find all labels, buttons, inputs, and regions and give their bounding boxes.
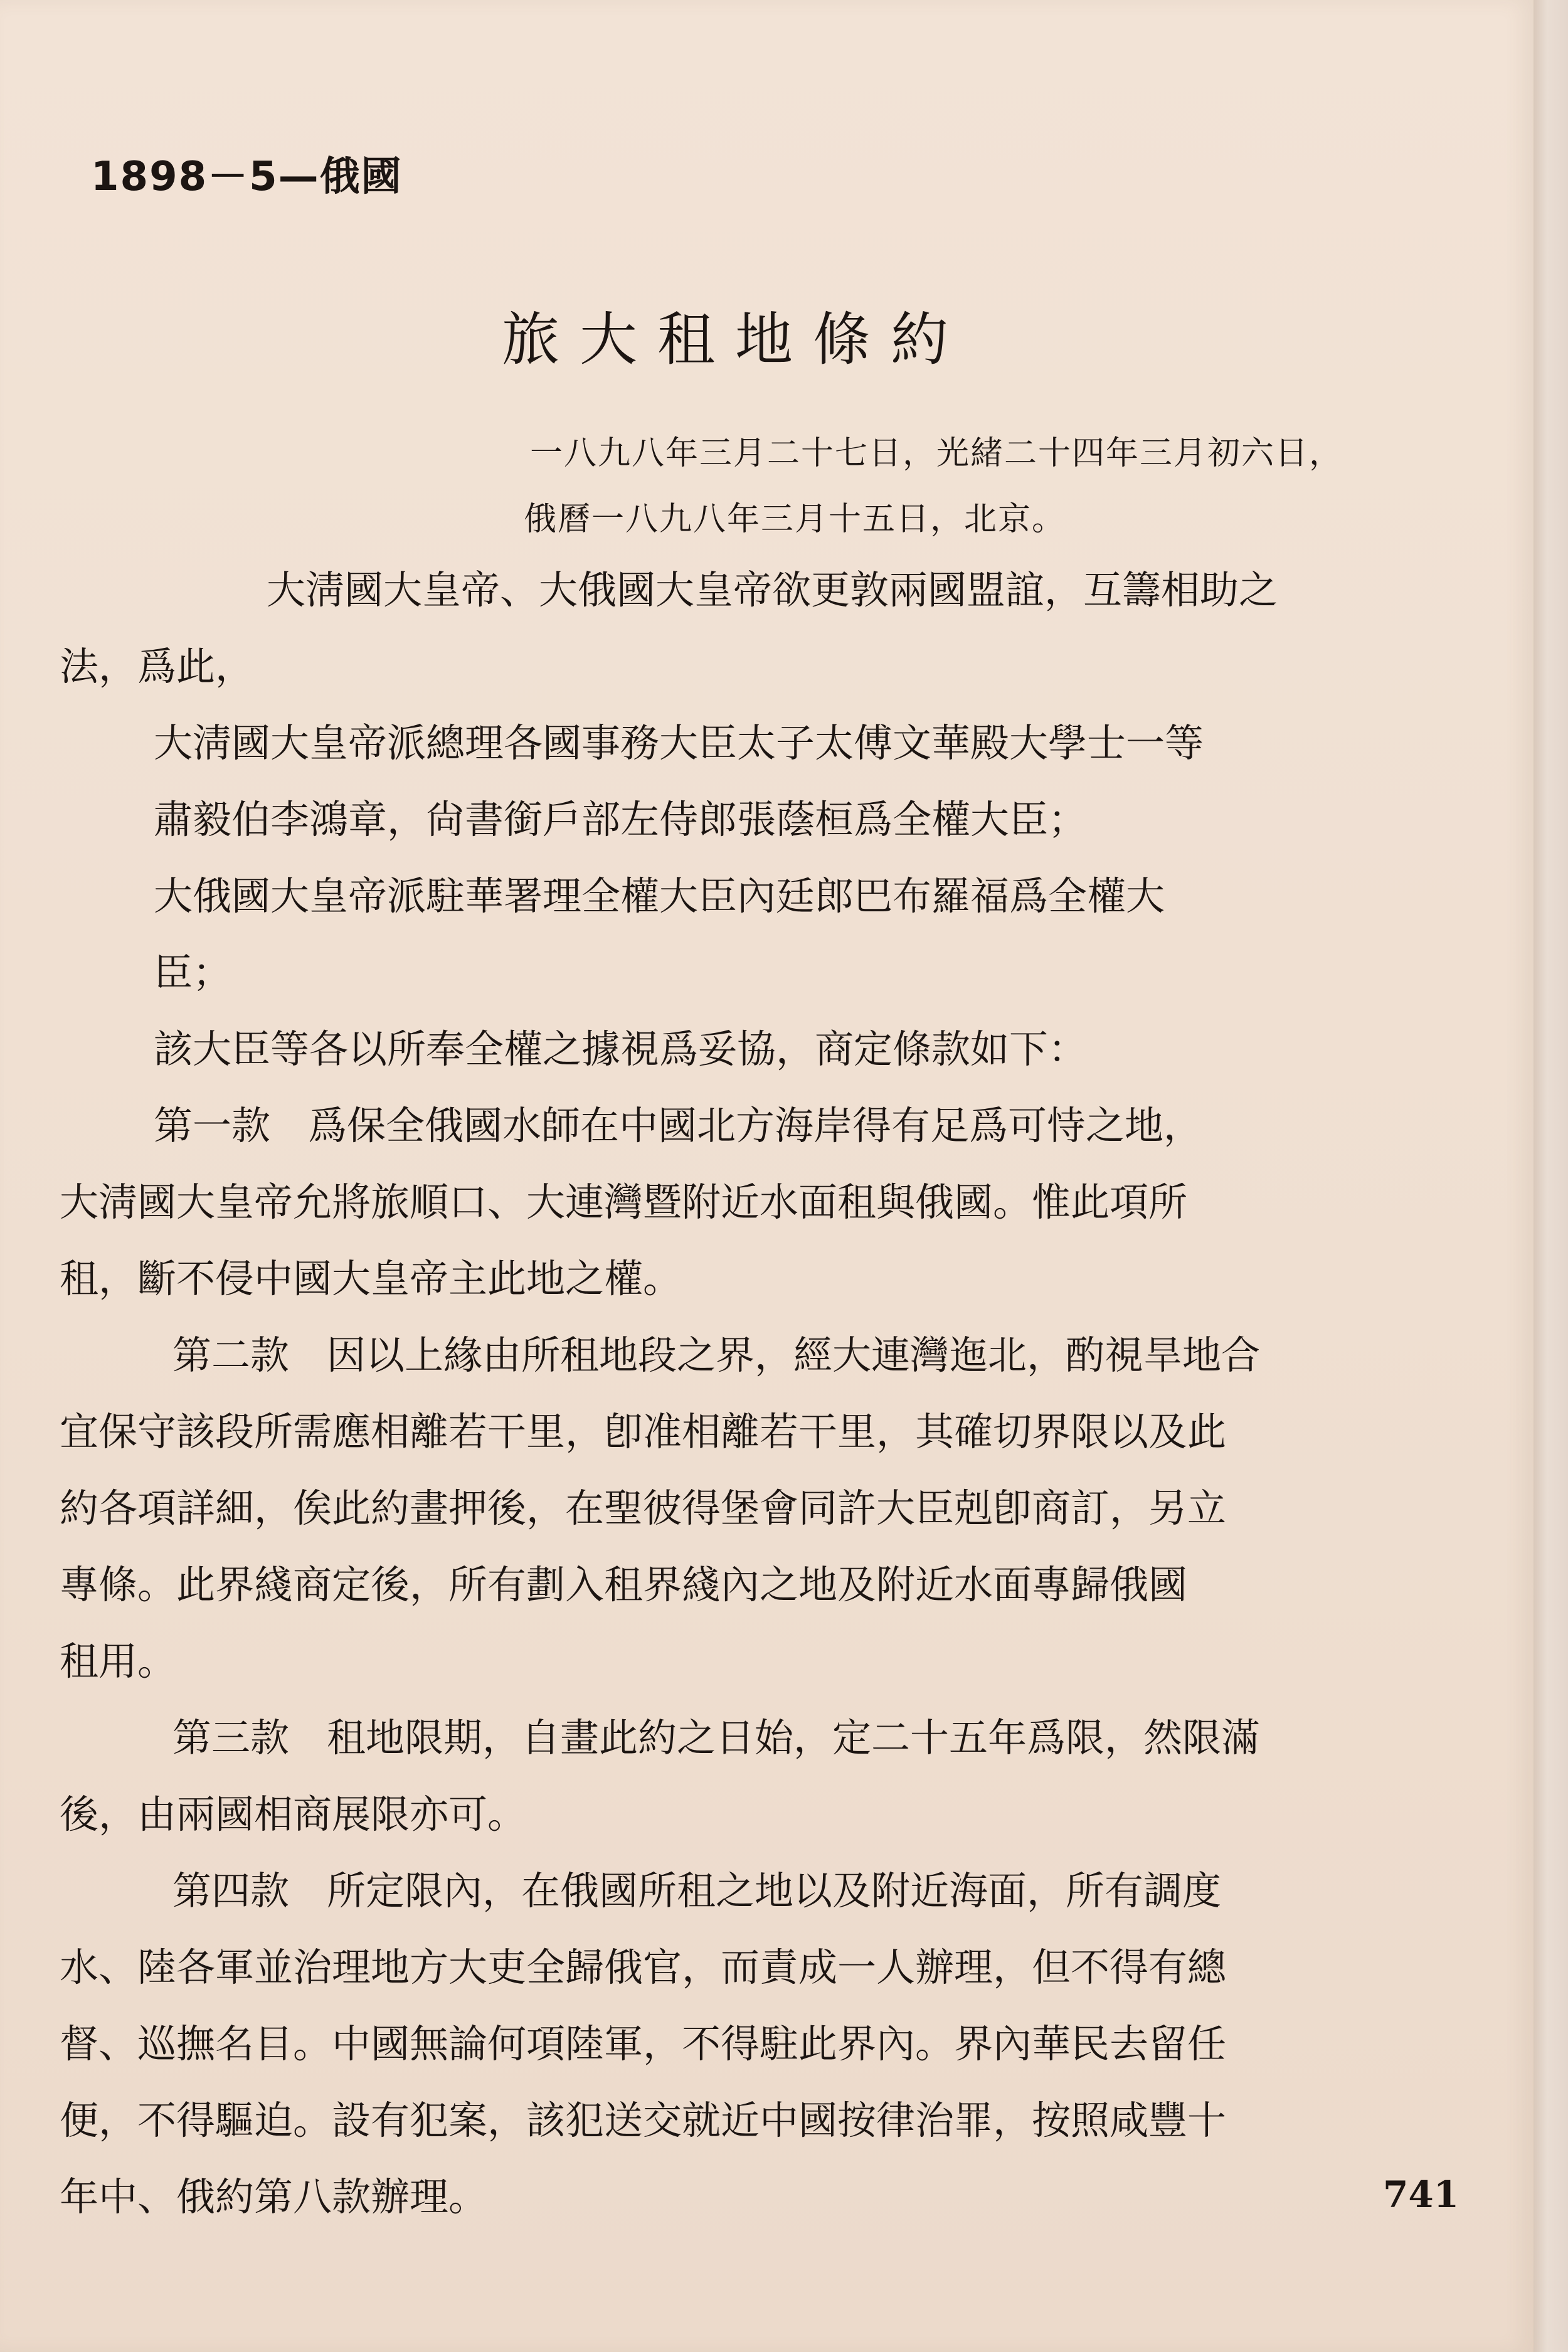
- text-line: 大淸國大皇帝、大俄國大皇帝欲更敦兩國盟誼，互籌相助之: [267, 567, 1278, 613]
- document-title: 旅大租地條約: [502, 306, 969, 373]
- dateline-2: 俄曆一八九八年三月十五日，北京。: [524, 501, 1066, 538]
- text-line: 宜保守該段所需應相離若干里，卽准相離若干里，其確切界限以及此: [60, 1409, 1227, 1454]
- article-3-line: 第三款 租地限期，自畫此約之日始，定二十五年爲限，然限滿: [172, 1715, 1261, 1761]
- treaty-body: [60, 552, 1490, 2235]
- article-2-line: 第二款 因以上緣由所租地段之界，經大連灣迤北，酌視旱地合: [172, 1332, 1261, 1378]
- page-number: 741: [1383, 2173, 1459, 2216]
- text-line: 該大臣等各以所奉全權之據視爲妥協，商定條款如下：: [154, 1026, 1088, 1072]
- text-line: 大淸國大皇帝派總理各國事務大臣太子太傅文華殿大學士一等: [154, 720, 1204, 766]
- text-line: 年中、俄約第八款辦理。: [60, 2174, 488, 2220]
- text-line: 大俄國大皇帝派駐華署理全權大臣內廷郎巴布羅福爲全權大: [154, 873, 1165, 919]
- text-line: 租用。: [60, 1638, 177, 1684]
- article-label: 第三款: [172, 1715, 290, 1761]
- dateline-1: 一八九八年三月二十七日，光緒二十四年三月初六日，: [530, 435, 1343, 472]
- text-line: 督、巡撫名目。中國無論何項陸軍，不得駐此界內。界內華民去留任: [60, 2021, 1227, 2067]
- bleed-through-texture: [176, 75, 1367, 80]
- text-line: 水、陸各軍並治理地方大吏全歸俄官，而責成一人辦理，但不得有總: [60, 1944, 1227, 1990]
- running-header: 1898－5—俄國: [91, 154, 403, 200]
- article-label: 第一款: [154, 1103, 271, 1148]
- article-label: 第四款: [172, 1868, 290, 1914]
- article-4-line: 第四款 所定限內，在俄國所租之地以及附近海面，所有調度: [172, 1868, 1222, 1914]
- article-label: 第二款: [172, 1332, 290, 1378]
- article-1-line: 第一款 爲保全俄國水師在中國北方海岸得有足爲可恃之地，: [154, 1103, 1203, 1148]
- text-line: 法，爲此，: [60, 644, 255, 689]
- text-line: 約各項詳細，俟此約畫押後，在聖彼得堡會同許大臣剋卽商訂，另立: [60, 1485, 1227, 1531]
- text-line: 專條。此界綫商定後，所有劃入租界綫內之地及附近水面專歸俄國: [60, 1562, 1188, 1608]
- text-line: 大淸國大皇帝允將旅順口、大連灣暨附近水面租與俄國。惟此項所: [60, 1179, 1188, 1225]
- text-line: 肅毅伯李鴻章，尙書銜戶部左侍郎張蔭桓爲全權大臣；: [154, 797, 1088, 842]
- text-line: 租，斷不侵中國大皇帝主此地之權。: [60, 1256, 682, 1301]
- text-line: 後，由兩國相商展限亦可。: [60, 1791, 527, 1837]
- page-edge: [1534, 0, 1568, 2352]
- text-line: 便，不得驅迫。設有犯案，該犯送交就近中國按律治罪，按照咸豐十: [60, 2097, 1227, 2143]
- text-line: 臣；: [154, 950, 232, 995]
